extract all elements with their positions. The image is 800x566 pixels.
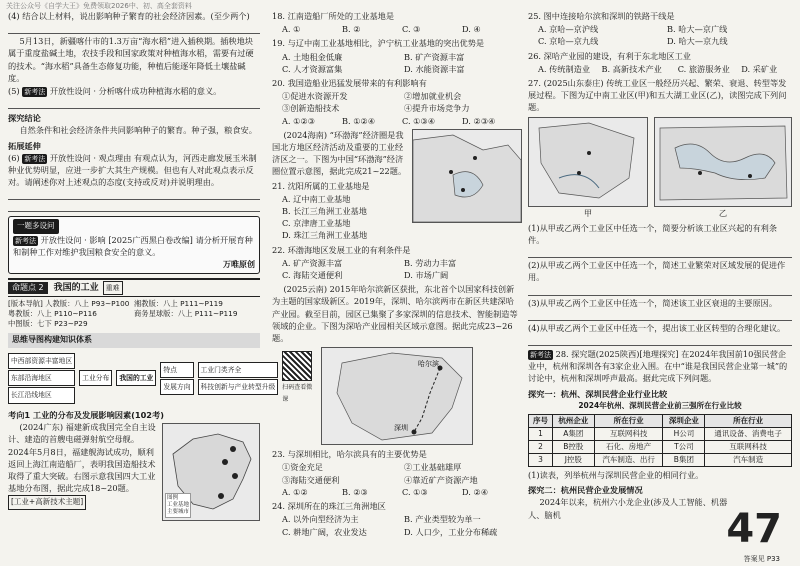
mind-node: 长江沿线地区 — [8, 387, 75, 403]
version-item: 商务星球版：八上 P111~P119 — [134, 309, 238, 319]
new-method-tag: 新考法 — [24, 88, 46, 97]
q27-maps — [528, 117, 792, 219]
q24: 24. 深圳所在的珠江三角洲地区 — [272, 501, 386, 512]
item: ①促进水资源开发 — [282, 91, 348, 102]
q22-options — [272, 257, 522, 281]
q27-1: (1)从甲或乙两个工业区中任选一个，简要分析该工业区兴起的有利条件。 — [528, 222, 778, 246]
option[interactable]: A. 辽中南工业基地 — [282, 193, 351, 204]
section-title: 我国的工业 — [53, 283, 99, 294]
china-industry-map — [162, 423, 260, 521]
option[interactable]: A. 传统制造业 — [538, 63, 591, 74]
q1-passage: (2024广东) 福建新成我国完全自主设计、建造的首艘电磁弹射航空母舰。2024年5月8日，福建舰海试成功，顺利返回上海江南造船厂，表明我国造船技术取得了重大突破。右图示意我国四大工业基地分布图，据此完成18~20题。 — [8, 422, 156, 494]
q4: (4) 结合以上材料，说出影响种子繁育的社会经济因素。(至少两个) — [8, 11, 250, 21]
option[interactable]: A. ①② — [282, 486, 308, 497]
option[interactable]: D. ④ — [462, 24, 481, 35]
base-marker — [222, 459, 228, 465]
option[interactable]: A. 以外向型经济为主 — [282, 514, 359, 525]
option[interactable]: B. ①②④ — [342, 115, 376, 126]
option[interactable]: D. 市场广阔 — [404, 270, 449, 281]
new-method-tag: 新考法 — [15, 236, 36, 245]
option[interactable]: B. ②③ — [342, 486, 368, 497]
q20: 20. 我国造船业迅猛发展带来的有利影响有 — [272, 78, 427, 89]
version-item: 湘教版：八上 P111~P119 — [134, 299, 223, 309]
passage2: (2024海南) “环渤海”经济圈是我国北方地区经济活动及重要的工业经济区之一。下图为中国“环渤海”经济圈位置示意图，据此完成21~22题。 — [272, 129, 407, 177]
mind-node: 工业门类齐全 — [198, 362, 279, 378]
option[interactable]: C. 海陆交通便利 — [282, 270, 343, 281]
q28 — [528, 348, 792, 385]
conclusion-text: 自然条件和社会经济条件共同影响种子的繁育。种子强，粮食安。 — [19, 125, 257, 136]
item: ③海陆交通便利 — [282, 474, 340, 485]
map-a — [528, 117, 648, 219]
box-text — [13, 234, 255, 258]
q24-options — [272, 513, 522, 537]
option[interactable]: D. 采矿业 — [741, 63, 778, 74]
item: ②增加就业机会 — [404, 91, 462, 102]
option[interactable]: A. 京哈—京沪线 — [538, 24, 599, 35]
base-marker — [232, 473, 238, 479]
q23-items — [272, 461, 522, 485]
mind-node: 科技创新与产业转型升级 — [198, 379, 279, 395]
map-b — [654, 117, 792, 219]
q22: 22. 环渤海地区发展工业的有利条件是 — [272, 244, 411, 255]
q26-options — [528, 63, 792, 75]
option[interactable]: D. ②④ — [462, 486, 489, 497]
option[interactable]: C. ①③ — [402, 486, 428, 497]
industry-table — [528, 414, 792, 467]
section-tag: 重难 — [103, 281, 123, 295]
q26: 26. 深哈产业园的建设，有利于东北地区工业 — [528, 50, 691, 61]
column-middle — [272, 10, 522, 538]
q6: (6) 新考法 开放性设问 · 观点理由 有观点认为，河西走廊发展玉米制种业优势明显，应进一步扩大其生产规模。但也有人对此观点表示反对。请阐述你对上述观点的态度(支持或反对)并说明理由。 — [8, 152, 257, 188]
mind-map — [8, 351, 313, 406]
option[interactable]: D. 水能资源丰富 — [404, 63, 465, 74]
passage3: (2025云南) 2015年哈尔滨新区获批，东北首个以国家科技创新为主题的国家级新区。2019年，深圳、哈尔滨两市在新区共建深哈产业园。截至目前，园区已集聚了多家深圳的信息技术、智能制造等领域的企业。下图为深哈产业园相关区域示意图。据此完成23~26题。 — [272, 284, 518, 344]
version-item: [版本导航] 人教版：八上 P93~P100 — [8, 299, 130, 309]
q27: 27. (2025山东泰庄) 传统工业区一般经历兴起、繁荣、衰退、转型等发展过程。下图为辽中南工业区(甲)和五大湖工业区(乙)，读图完成下列问题。 — [528, 78, 787, 113]
option[interactable]: B. 劳动力丰富 — [404, 257, 457, 268]
q23: 23. 与深圳相比，哈尔滨具有的主要优势是 — [272, 449, 427, 460]
option[interactable]: A. 土地租金低廉 — [282, 51, 343, 62]
box-body: 开放性设问 · 影响 [2025广西黑白卷改编] 请分析开展育种和制种工作对维护我国粮食安全的意义。 — [13, 234, 253, 257]
q1-tag: [工业+高新技术主题] — [8, 495, 86, 509]
item: ④靠近矿产资源产地 — [404, 474, 478, 485]
q20-items — [272, 90, 522, 114]
q5-text: 开放性设问 · 分析喀什成功种植海水稻的意义。 — [49, 86, 222, 97]
q18: 18. 江南造船厂所处的工业基地是 — [272, 11, 395, 21]
q27-3: (3)从甲或乙两个工业区中任选一个，简述该工业区衰退的主要原因。 — [528, 297, 778, 308]
svg-text:哈尔滨: 哈尔滨 — [418, 360, 439, 369]
map-a-label: 甲 — [583, 207, 593, 218]
option[interactable]: A. 矿产资源丰富 — [282, 257, 343, 268]
item: ③创新造船技术 — [282, 103, 340, 114]
option[interactable]: C. 耕地广阔，农业发达 — [282, 526, 367, 537]
svg-text:深圳: 深圳 — [394, 424, 408, 433]
base-marker — [218, 493, 224, 499]
mind-node: 东部沿海地区 — [8, 370, 75, 386]
passage: 5月13日，新疆喀什市的1.3万亩“海水稻”进入插秧期。插秧地块属于重度盐碱土地，农技手段和国家政策对种植海水稻，需要有过硬的技术。“海水稻”具备生态修复功能，种植后能逐年降低土壤盐碱度。 — [8, 36, 254, 83]
extend-title: 拓展延伸 — [8, 140, 41, 151]
shenha-map-shape — [322, 348, 472, 444]
q5: (5) 新考法 开放性设问 · 分析喀什成功种植海水稻的意义。 — [8, 86, 222, 97]
option[interactable]: C. 京津唐工业基地 — [282, 218, 351, 229]
mind-node: 特点 — [160, 362, 193, 378]
option[interactable]: D. 珠江三角洲工业基地 — [282, 230, 368, 241]
option[interactable]: D. 哈大—京九线 — [667, 36, 728, 47]
new-method-tag: 新考法 — [24, 154, 46, 163]
option[interactable]: C. 京哈—京九线 — [538, 36, 599, 47]
item: ②工业基础雄厚 — [404, 462, 462, 473]
top-note: 关注公众号《自学大王》免费领取2026中、初、高全套资料 — [6, 2, 192, 10]
answer-ref: 答案见 P33 — [743, 555, 780, 563]
table-header-row: 序号 杭州企业 所在行业 深圳企业 所在行业 — [529, 415, 792, 428]
q1-title: 考向1 工业的分布及发展影响因素(102考) — [8, 410, 164, 421]
brand-logo: 万唯原创 — [223, 260, 255, 270]
map-legend: 图例 工业基地 主要城市 — [165, 493, 191, 518]
column-right — [528, 10, 792, 522]
multi-question-box — [8, 216, 260, 274]
map-b-label: 乙 — [718, 207, 728, 218]
mind-node: 发展方向 — [160, 379, 193, 395]
table-row: 2 B控股 石化、房地产 T公司 互联网科技 — [529, 441, 792, 454]
version-nav — [8, 297, 260, 331]
option[interactable]: B. ② — [342, 24, 361, 35]
q27-4: (4)从甲或乙两个工业区中任选一个，提出该工业区转型的合理化建议。 — [528, 322, 786, 333]
option[interactable]: B. 高新技术产业 — [601, 63, 662, 74]
item: ④提升市场竞争力 — [404, 103, 470, 114]
option[interactable]: C. 人才资源富集 — [282, 63, 343, 74]
option[interactable]: B. 哈大—京广线 — [667, 24, 728, 35]
qr-label: 扫码查看微课 — [282, 383, 313, 403]
q18-options — [272, 23, 522, 35]
q28-1: (1)读表，列举杭州与深圳民营企业的相同行业。 — [528, 470, 704, 481]
option[interactable]: B. 产业类型较为单一 — [404, 514, 481, 525]
explore-1: 探究一：杭州、深圳民营企业行业比较 — [528, 388, 668, 399]
option[interactable]: D. ②③④ — [462, 115, 496, 126]
q28-text: 28. 探究题(2025陕西)[地理探究] 在2024年我国前10强民营企业中，杭州和深圳各有3家企业入围。在中“谁是我国民营企业第一城”的讨论中，杭州和深圳呼声最高。据此完成下列问题。 — [528, 349, 788, 384]
q20-options — [272, 115, 522, 127]
base-marker — [230, 446, 236, 452]
option[interactable]: A. ① — [282, 24, 301, 35]
section-label: 命题点 2 — [8, 282, 48, 294]
q19-options — [272, 51, 522, 75]
q6-text: 开放性设问 · 观点理由 有观点认为，河西走廊发展玉米制种业优势明显，应进一步扩大其生产规模。但也有人对此观点表示反对。请阐述你对上述观点的态度(支持或反对)并说明理由。 — [8, 152, 257, 188]
q21: 21. 沈阳所属的工业基地是 — [272, 180, 370, 191]
q25: 25. 图中连接哈尔滨和深圳的铁路干线是 — [528, 11, 675, 21]
table-row: 3 J控股 汽车制造、出行 B集团 汽车制造 — [529, 454, 792, 467]
q23-options — [272, 486, 522, 498]
page-number: 47 — [726, 506, 782, 552]
mind-node: 中西部资源丰富地区 — [8, 353, 75, 369]
mind-node-center: 工业分布 — [79, 370, 112, 386]
box-head: 一题多设问 — [13, 219, 59, 233]
version-item: 粤教版：八上 P110~P116 — [8, 309, 97, 319]
q25-options — [528, 23, 792, 47]
bohai-map-shape — [413, 130, 521, 222]
version-item: 中图版：七下 P23~P29 — [8, 319, 88, 329]
mind-node-core: 我国的工业 — [116, 370, 156, 386]
table-row: 1 A集团 互联网科技 H公司 通讯设备、消费电子 — [529, 428, 792, 441]
table-title: 2024年杭州、深圳民营企业前三强所在行业比较 — [578, 400, 742, 410]
conclusion-title: 探究结论 — [8, 113, 41, 124]
option[interactable]: B. 矿产资源丰富 — [404, 51, 465, 62]
q19: 19. 与辽中南工业基地相比，沪宁杭工业基地的突出优势是 — [272, 38, 485, 49]
option[interactable]: B. 长江三角洲工业基地 — [282, 206, 367, 217]
knowledge-title: 思维导图构建知识体系 — [8, 333, 260, 347]
bohai-map — [412, 129, 522, 223]
item: ①资金充足 — [282, 462, 323, 473]
shenha-map — [321, 347, 473, 445]
option[interactable]: D. 人口少，工业分布稀疏 — [404, 526, 498, 537]
q27-2: (2)从甲或乙两个工业区中任选一个，简述工业繁荣对区域发展的促进作用。 — [528, 260, 786, 283]
explore-2: 探究二：杭州民营企业发展情况 — [528, 485, 643, 496]
explore-2-text: 2024年以来，杭州六小龙企业(涉及人工智能、机器人、脑机 — [528, 497, 728, 520]
new-method-tag: 新考法 — [530, 351, 551, 360]
option[interactable]: C. ①③④ — [402, 115, 436, 126]
section-bar — [8, 278, 260, 297]
option[interactable]: A. ①②③ — [282, 115, 316, 126]
option[interactable]: C. ③ — [402, 24, 421, 35]
option[interactable]: C. 旅游服务业 — [677, 63, 730, 74]
